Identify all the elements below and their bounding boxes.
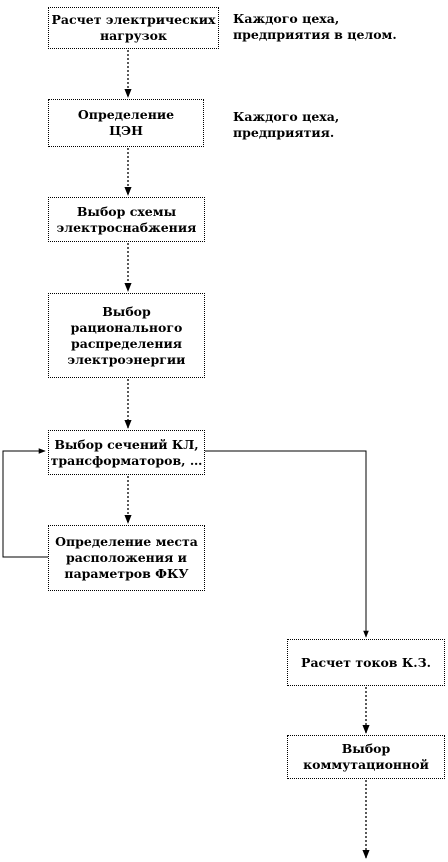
feedback-line-fku-to-sections [3,451,48,557]
block-fku: Определение места расположения и параметров ФКУ [48,525,205,591]
note-each-shop: Каждого цеха, предприятия. [233,109,340,140]
block-cen: Определение ЦЭН [48,99,204,147]
block-switching: Выбор коммутационной [287,735,445,779]
block-short-circuit: Расчет токов К.З. [287,639,445,686]
block-scheme: Выбор схемы электроснабжения [48,197,205,242]
note-each-shop-whole: Каждого цеха, предприятия в целом. [233,11,397,42]
block-distribution: Выбор рационального распределения электроэнергии [48,293,205,378]
block-sections: Выбор сечений КЛ, трансформаторов, … [48,430,205,475]
block-calc-loads: Расчет электрических нагрузок [48,7,219,49]
branch-line-sections-to-shortcircuit [205,451,366,637]
